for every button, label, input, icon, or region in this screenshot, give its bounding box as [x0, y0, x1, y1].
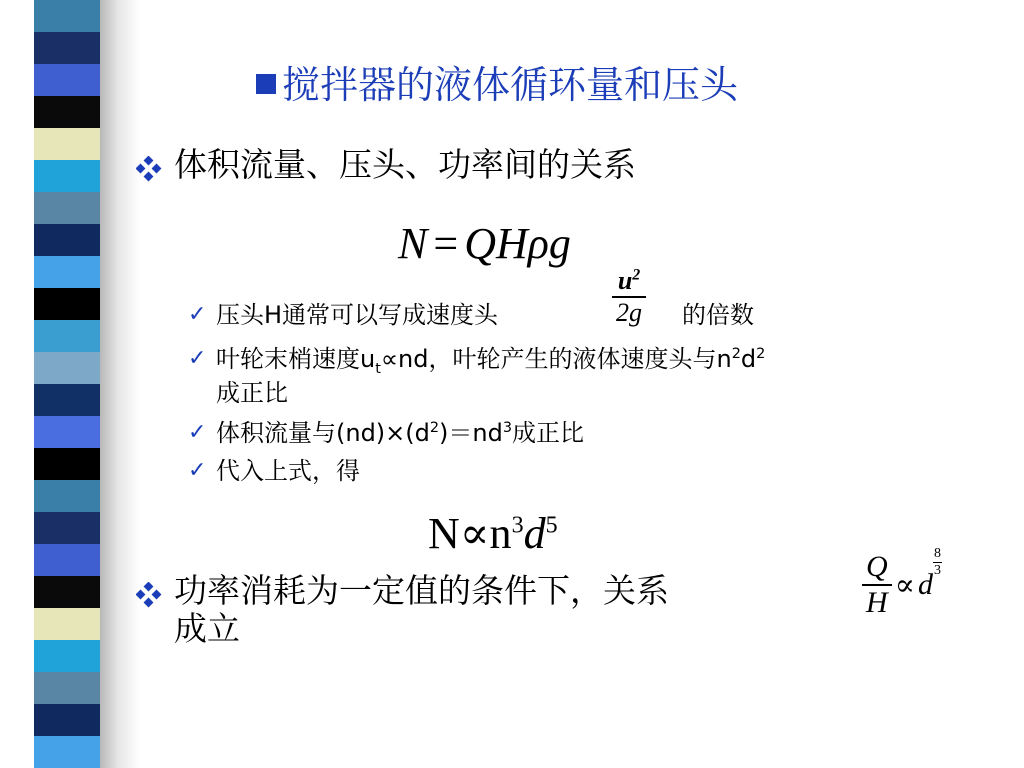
bullet-constant-power: [174, 572, 669, 648]
stripe-band: [34, 576, 100, 608]
velocity-head-num-sup: 2: [632, 266, 641, 284]
stripe-band: [34, 64, 100, 96]
stripe-band: [34, 512, 100, 544]
bullet-constant-power-line1: 功率消耗为一定值的条件下，关系: [174, 571, 669, 610]
decorative-stripe: [34, 0, 100, 768]
formula-power-eq: =: [433, 219, 459, 268]
ratio-exp-num: 8: [933, 546, 941, 561]
stripe-band: [34, 448, 100, 480]
stripe-band: [34, 736, 100, 768]
stripe-shadow: [100, 0, 140, 768]
check-item-tip-speed: [216, 344, 1016, 408]
stripe-band: [34, 32, 100, 64]
stripe-band: [34, 288, 100, 320]
tip-speed-sup2: 2: [756, 346, 766, 362]
formula-prop-d: d: [523, 509, 546, 558]
tip-speed-text-c: d: [740, 345, 757, 373]
velocity-head-num: u: [617, 266, 633, 295]
stripe-band: [34, 384, 100, 416]
tip-speed-sup1: 2: [731, 346, 741, 362]
formula-flow-head-ratio: [862, 546, 942, 620]
tip-speed-text-a: 叶轮末梢速度u: [216, 345, 376, 373]
check-item-head-after: 的倍数: [682, 301, 754, 329]
check-icon: ✓: [188, 346, 207, 371]
check-item-head-text: 压头H通常可以写成速度头: [216, 301, 499, 329]
stripe-band: [34, 608, 100, 640]
check-item-head: [216, 300, 498, 330]
stripe-band: [34, 416, 100, 448]
stripe-band: [34, 640, 100, 672]
ratio-exp-den: 3: [933, 563, 941, 578]
slide-title-text: 搅拌器的液体循环量和压头: [282, 63, 739, 107]
formula-prop-sup1: 3: [511, 512, 524, 539]
formula-proportional: [428, 508, 558, 559]
stripe-band: [34, 544, 100, 576]
stripe-band: [34, 0, 100, 32]
check-item-substitute: 代入上式，得: [216, 457, 360, 485]
stripe-band: [34, 672, 100, 704]
formula-prop-sup2: 5: [545, 512, 558, 539]
tip-speed-sub: t: [375, 360, 381, 377]
flow-text-a: 体积流量与(nd)×(d: [216, 419, 430, 447]
check-icon: ✓: [188, 420, 207, 445]
flow-sup1: 2: [429, 420, 440, 436]
flow-sup2: 3: [502, 420, 513, 436]
tip-speed-line2: 成正比: [216, 378, 288, 407]
flow-text-c: 成正比: [512, 419, 585, 447]
tip-speed-text-b: ∝nd，叶轮产生的液体速度头与n: [380, 345, 732, 373]
stripe-band: [34, 352, 100, 384]
formula-power-rhs: QHρg: [464, 219, 571, 268]
stripe-band: [34, 224, 100, 256]
stripe-band: [34, 128, 100, 160]
ratio-d: d: [917, 568, 933, 602]
formula-prop-lhs: N∝n: [428, 509, 512, 558]
ratio-num: Q: [862, 550, 892, 586]
stripe-band: [34, 256, 100, 288]
check-icon: ✓: [188, 458, 207, 483]
check-item-flow: [216, 418, 584, 448]
stripe-band: [34, 192, 100, 224]
ratio-prop: ∝: [894, 568, 915, 602]
formula-power-lhs: N: [398, 219, 428, 268]
check-icon: ✓: [188, 302, 207, 327]
stripe-band: [34, 704, 100, 736]
bullet-volume-head-power: 体积流量、压头、功率间的关系: [174, 145, 636, 184]
diamond-bullet-icon: [136, 156, 162, 182]
stripe-band: [34, 96, 100, 128]
velocity-head-den: 2g: [616, 298, 642, 327]
diamond-bullet-icon: [136, 582, 162, 608]
ratio-den: H: [866, 586, 888, 620]
slide-title: [256, 63, 739, 107]
formula-velocity-head: [612, 266, 646, 328]
stripe-band: [34, 480, 100, 512]
stripe-band: [34, 320, 100, 352]
bullet-constant-power-line2: 成立: [174, 608, 240, 648]
formula-power: [398, 218, 571, 269]
flow-text-b: )＝nd: [439, 419, 503, 447]
stripe-band: [34, 160, 100, 192]
square-bullet-icon: [256, 74, 276, 94]
